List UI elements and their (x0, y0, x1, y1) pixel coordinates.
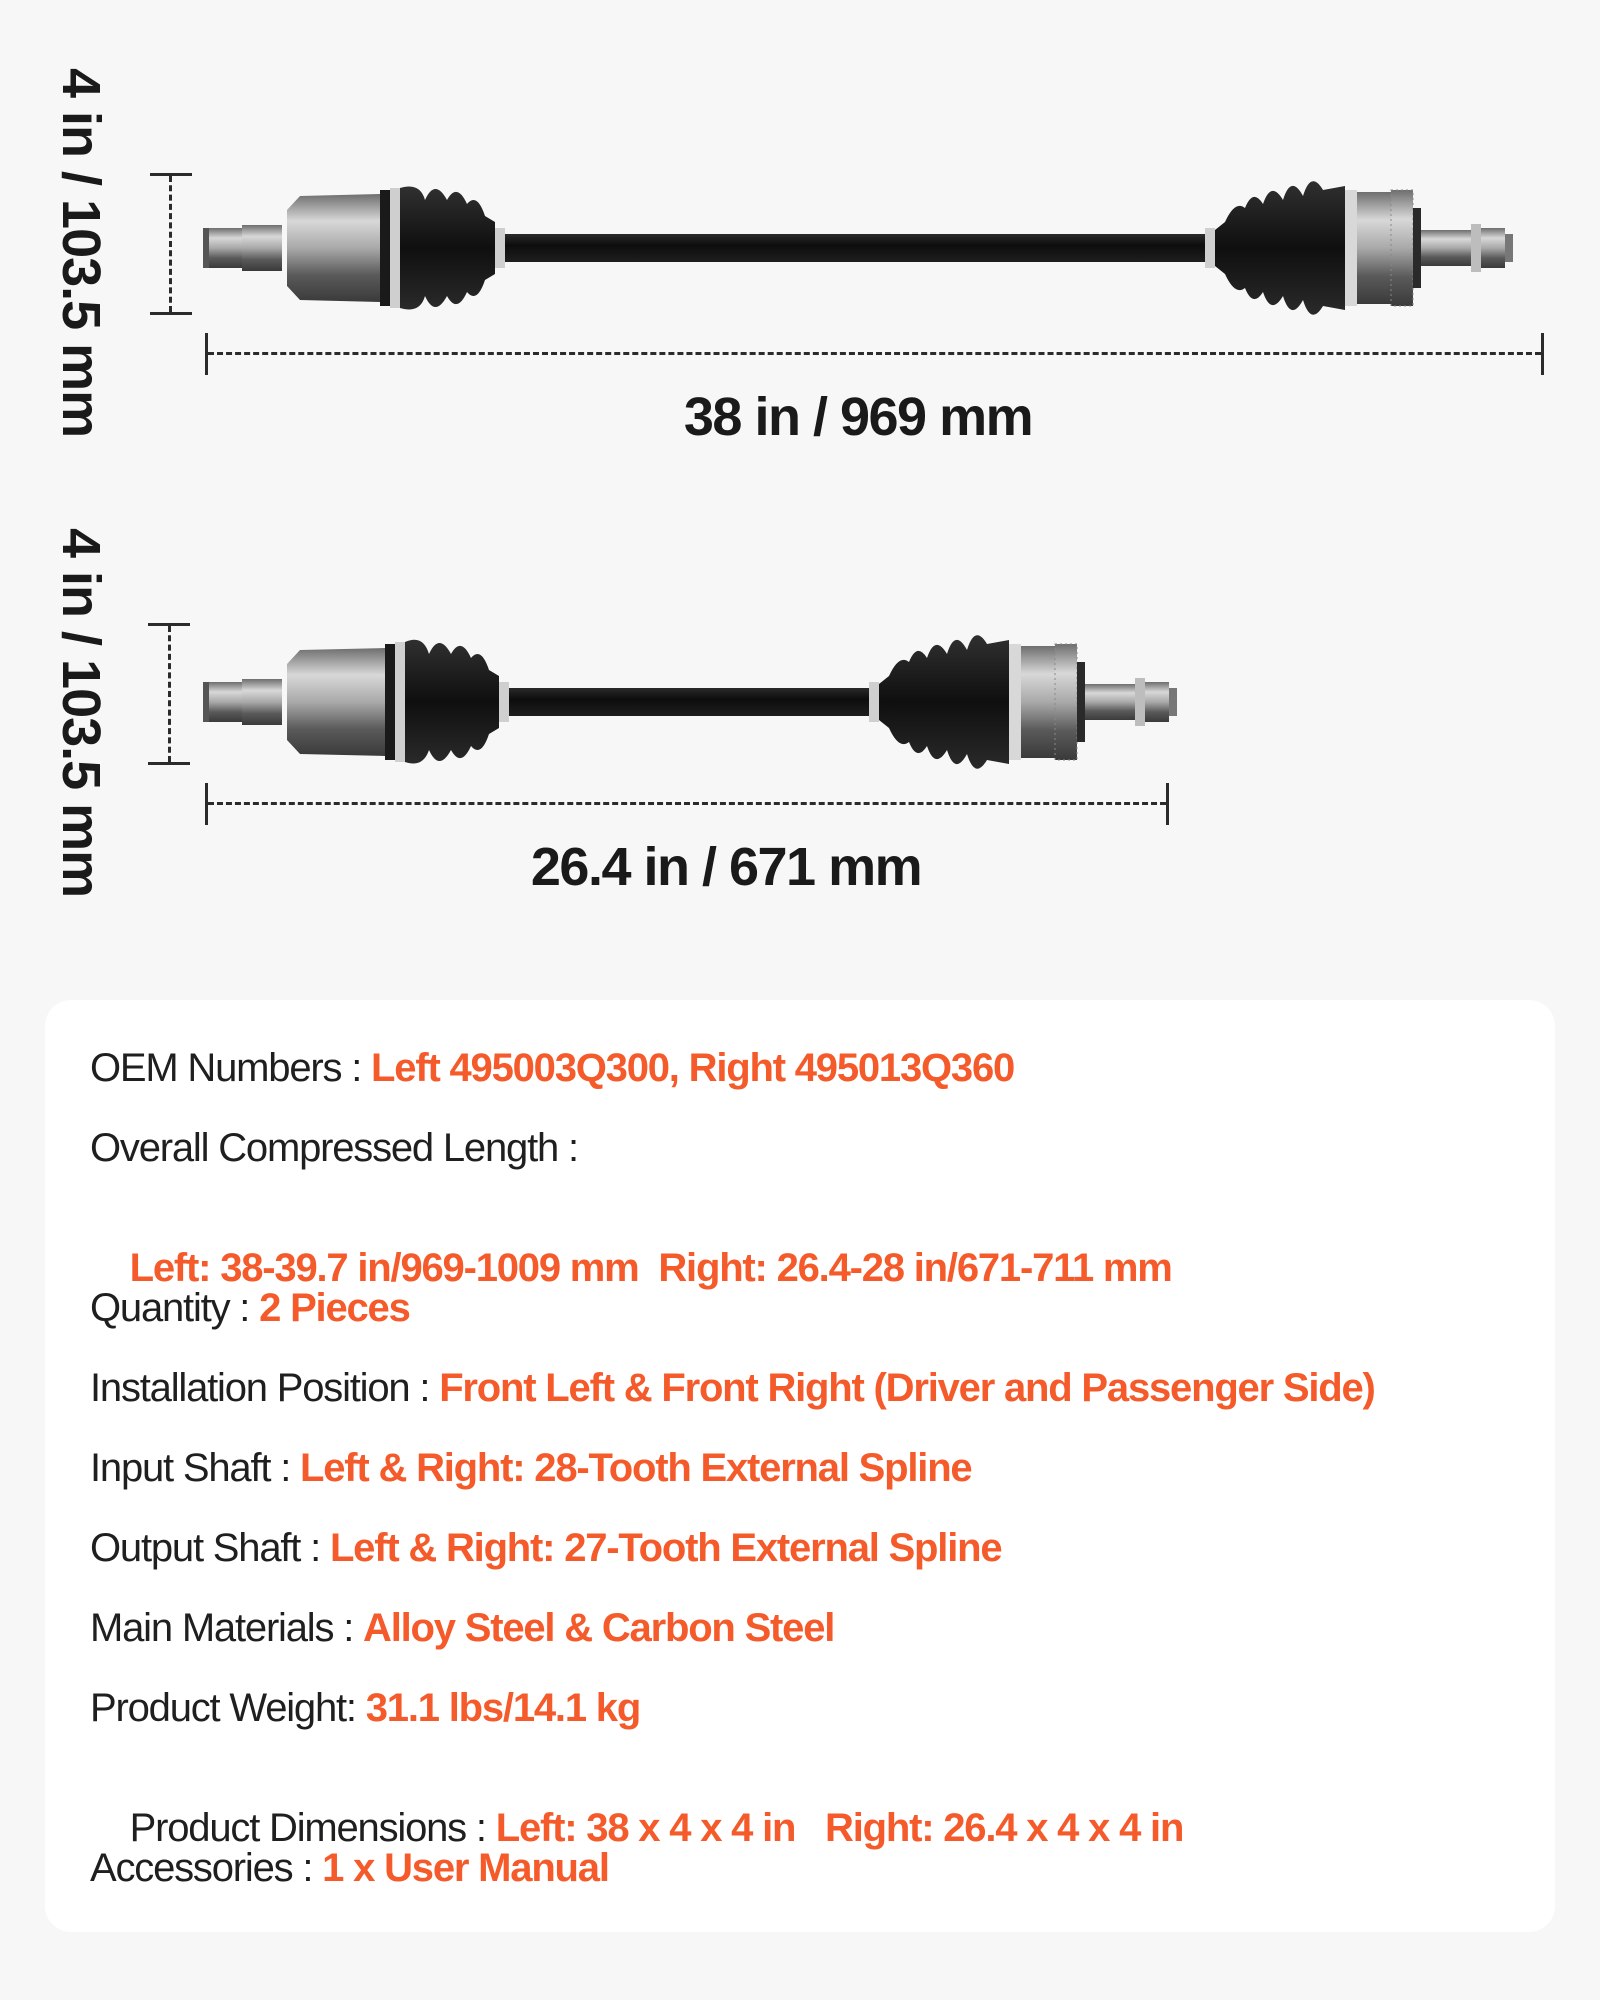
spec-label: Output Shaft : (90, 1526, 330, 1570)
spec-value: 2 Pieces (259, 1286, 410, 1330)
left-axle-image (195, 160, 1565, 320)
spec-value: Left & Right: 27-Tooth External Spline (329, 1526, 1002, 1570)
spec-label: Installation Position : (90, 1366, 440, 1410)
spec-label: Input Shaft : (90, 1446, 301, 1490)
left-axle-length-label: 38 in / 969 mm (683, 387, 1033, 447)
dimension-dashed-line (168, 626, 171, 762)
spec-value: 31.1 lbs/14.1 kg (365, 1686, 641, 1730)
spec-product-weight (90, 1688, 640, 1728)
spec-quantity (90, 1288, 410, 1328)
dimension-dashed-line (169, 176, 172, 312)
spec-overall-compressed-length (90, 1128, 578, 1168)
spec-label: Accessories : (90, 1846, 323, 1890)
spec-value: 1 x User Manual (322, 1846, 609, 1890)
spec-oem-numbers (90, 1048, 1014, 1088)
spec-value: Front Left & Front Right (Driver and Passenger Side) (439, 1366, 1375, 1410)
spec-value: Left & Right: 28-Tooth External Spline (300, 1446, 972, 1490)
right-axle-length-label: 26.4 in / 671 mm (530, 837, 922, 897)
spec-label: Product Weight: (90, 1686, 366, 1730)
spec-installation-position (90, 1368, 1375, 1408)
spec-accessories (90, 1848, 609, 1888)
right-axle-image (195, 610, 1195, 780)
dimension-tick (148, 762, 190, 765)
dimension-tick (150, 312, 192, 315)
spec-label: Product Dimensions : (129, 1806, 496, 1850)
right-axle-height-label: 4 in / 103.5 mm (51, 528, 111, 898)
left-axle-height-label: 4 in / 103.5 mm (51, 68, 111, 438)
spec-main-materials (90, 1608, 834, 1648)
spec-value: Left: 38-39.7 in/969-1009 mm Right: 26.4-28 in/671-711 mm (129, 1246, 1172, 1290)
dimension-dashed-line (208, 352, 1541, 355)
spec-label: Main Materials : (90, 1606, 364, 1650)
spec-value: Left: 38 x 4 x 4 in Right: 26.4 x 4 x 4 in (495, 1806, 1184, 1850)
dimension-tick (1541, 333, 1544, 375)
spec-label: OEM Numbers : (90, 1046, 372, 1090)
spec-output-shaft (90, 1528, 1001, 1568)
dimension-tick (1166, 783, 1169, 825)
spec-value: Left 495003Q300, Right 495013Q360 (371, 1046, 1015, 1090)
spec-value: Alloy Steel & Carbon Steel (363, 1606, 835, 1650)
spec-label: Overall Compressed Length : (90, 1126, 578, 1170)
dimension-dashed-line (208, 802, 1166, 805)
spec-input-shaft (90, 1448, 971, 1488)
specifications-card (45, 1000, 1555, 1932)
spec-label: Quantity : (90, 1286, 260, 1330)
